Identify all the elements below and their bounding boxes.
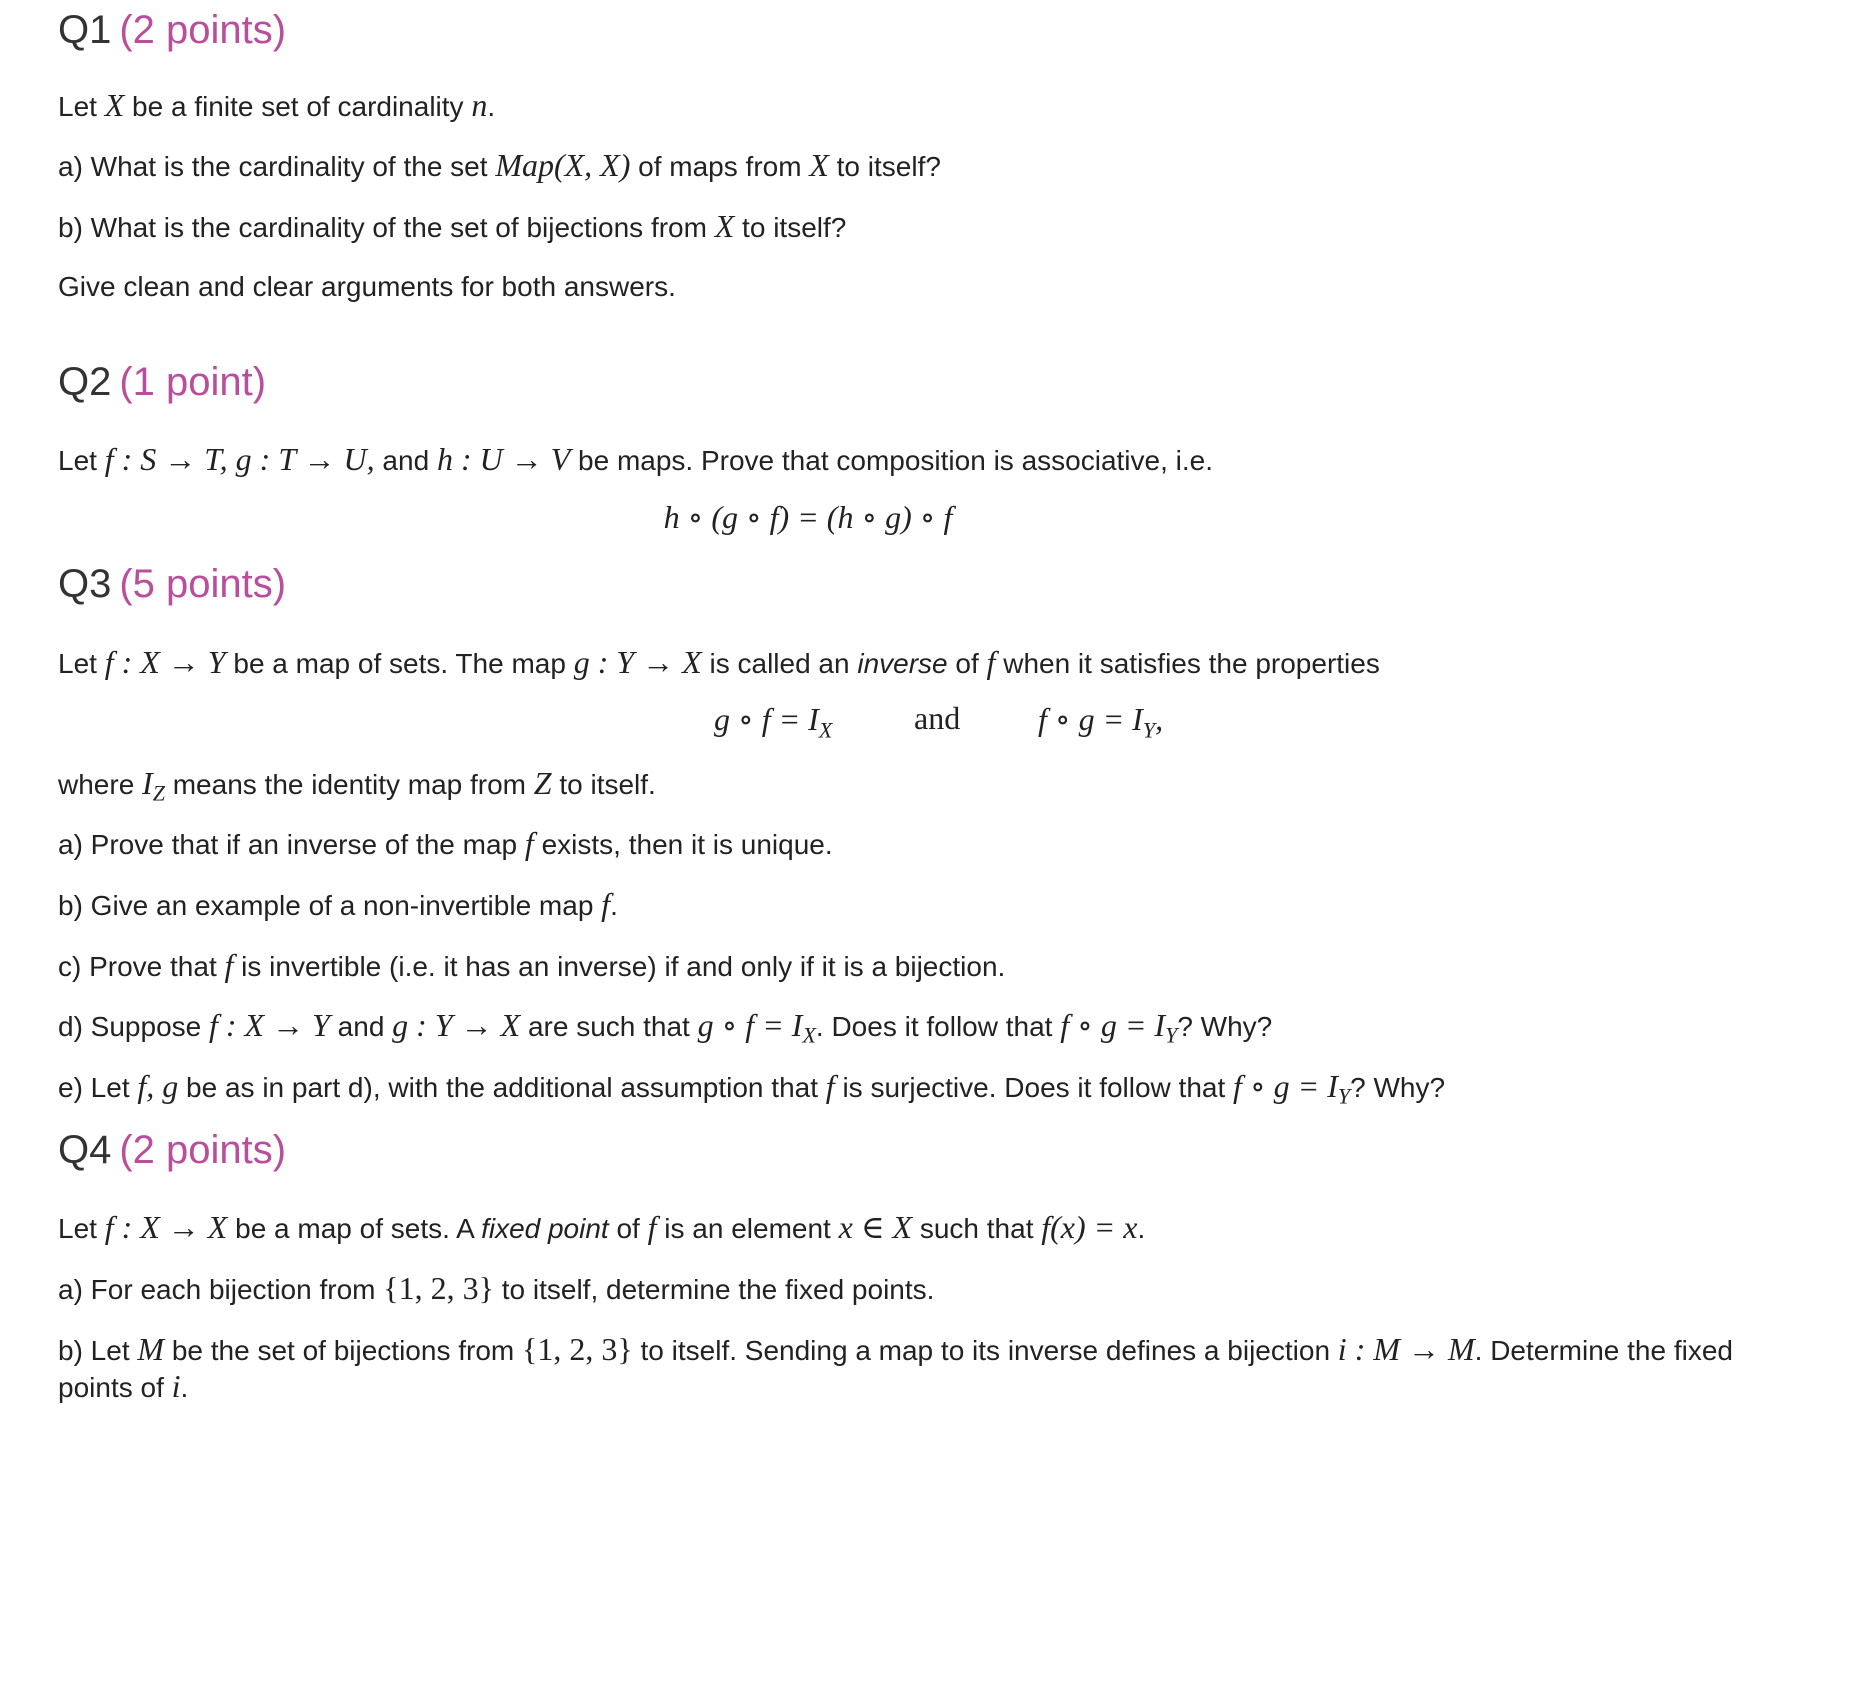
text: a) What is the cardinality of the set [58,151,496,182]
text: be as in part d), with the additional assumption that [178,1072,826,1103]
text: a) Prove that if an inverse of the map [58,829,525,860]
text: exists, then it is unique. [533,829,833,860]
math: Map(X, X) [495,147,631,183]
text: b) Let [58,1335,138,1366]
text: and [374,445,437,476]
text: . [1137,1213,1146,1244]
math: i [171,1368,181,1404]
text: Let [58,1213,105,1244]
q4-heading [58,1130,286,1170]
text: Let [58,445,105,476]
emphasis: fixed point [481,1213,609,1244]
math: f : X → Y [209,1007,330,1043]
text: of [608,1213,648,1244]
math: f(x) = x [1041,1209,1138,1245]
text: b) What is the cardinality of the set of bijections from [58,212,715,243]
text: c) Prove that [58,951,225,982]
math: X [809,147,829,183]
subscript: Y [1165,1022,1178,1048]
q4-part-a [58,1269,934,1307]
q2-points: (1 point) [119,360,267,404]
math: x ∈ X [838,1209,913,1245]
text: be a finite set of cardinality [124,91,472,122]
q1-closing: Give clean and clear arguments for both answers. [58,271,676,302]
subscript: Y [1142,717,1156,743]
text: ? Why? [1177,1011,1273,1042]
q1-title: Q1 [58,8,112,52]
text: means the identity map from [164,769,534,800]
math: Z [533,765,552,801]
math: i : M → M [1337,1331,1475,1367]
math: X [104,87,125,123]
text: points of [58,1372,172,1403]
math: f : X → Y [104,644,226,680]
subscript: Z [152,780,165,806]
q4-title: Q4 [58,1128,112,1172]
q4-part-b [58,1330,1838,1368]
text: to itself. [551,769,656,800]
q3-title: Q3 [58,562,112,606]
q3-part-d [58,1006,1272,1049]
text: of [947,648,987,679]
text: ? Why? [1350,1072,1446,1103]
text: . [610,890,618,921]
text: b) Give an example of a non-invertible map [58,890,602,921]
q1-intro [58,86,495,124]
text: . [180,1372,189,1403]
q4-part-b-cont [58,1367,188,1405]
q1-points: (2 points) [119,8,287,52]
q3-equations [58,700,1558,750]
math: g : Y → X [573,644,702,680]
text: is invertible (i.e. it has an inverse) if and only if it is a bijection. [233,951,1006,982]
q1-part-b [58,207,846,245]
math: f [524,825,534,861]
q3-part-b [58,885,618,923]
text: when it satisfies the properties [995,648,1380,679]
math: , [1155,701,1164,737]
math: f : S → T, g : T → U, [104,441,375,477]
q3-points: (5 points) [119,562,287,606]
text: is surjective. Does it follow that [834,1072,1234,1103]
q2-equation: h ∘ (g ∘ f) = (h ∘ g) ∘ f [663,499,953,535]
subscript: X [802,1022,816,1048]
math: g ∘ f = I [697,1007,803,1043]
text: to itself? [734,212,847,243]
text: such that [912,1213,1042,1244]
math: h : U → V [436,441,571,477]
q3-where [58,764,656,807]
q2-statement [58,440,1213,478]
math: M [137,1331,165,1367]
text: d) Suppose [58,1011,209,1042]
text: be a map of sets. The map [225,648,574,679]
text: to itself. Sending a map to its inverse defines a bijection [632,1335,1338,1366]
math: f [601,886,611,922]
math: f [224,947,234,983]
q3-heading [58,564,286,604]
math: f [825,1068,835,1104]
text: to itself, determine the fixed points. [493,1274,935,1305]
math: f ∘ g = I [1038,701,1143,737]
subscript: X [818,717,833,743]
q3-eq-and: and [914,700,961,736]
text: where [58,769,143,800]
emphasis: inverse [857,648,948,679]
math: f : X → X [104,1209,228,1245]
text: . Determine the fixed [1474,1335,1733,1366]
q1-part-a [58,146,941,184]
math: f [986,644,996,680]
math: I [142,765,153,801]
q3-statement [58,643,1380,681]
q3-part-c [58,946,1005,984]
text: are such that [520,1011,698,1042]
q1-heading [58,10,286,50]
text: to itself? [828,151,941,182]
math: f ∘ g = I [1233,1068,1338,1104]
text: Let [58,91,105,122]
text: is called an [701,648,858,679]
text: be the set of bijections from [164,1335,523,1366]
text: and [329,1011,393,1042]
text: Let [58,648,105,679]
text: of maps from [630,151,810,182]
text: is an element [656,1213,839,1244]
math: {1, 2, 3} [383,1270,494,1306]
text: be a map of sets. A [227,1213,482,1244]
text: . Does it follow that [815,1011,1061,1042]
q4-points: (2 points) [119,1128,287,1172]
math: g : Y → X [392,1007,521,1043]
math: f, g [137,1068,179,1104]
q3-part-e [58,1067,1445,1110]
text: a) For each bijection from [58,1274,384,1305]
q4-statement [58,1208,1145,1246]
text: . [487,91,496,122]
q3-eq-left [714,700,832,743]
q3-eq-right [1038,700,1163,743]
math: {1, 2, 3} [522,1331,633,1367]
q2-title: Q2 [58,360,112,404]
text: be maps. Prove that composition is associative, i.e. [570,445,1213,476]
math: n [471,87,488,123]
subscript: Y [1337,1083,1351,1109]
math: g ∘ f = I [714,701,819,737]
text: e) Let [58,1072,138,1103]
q2-heading [58,362,266,402]
math: f ∘ g = I [1060,1007,1166,1043]
q3-part-a [58,824,833,862]
math: f [647,1209,657,1245]
math: X [714,208,735,244]
